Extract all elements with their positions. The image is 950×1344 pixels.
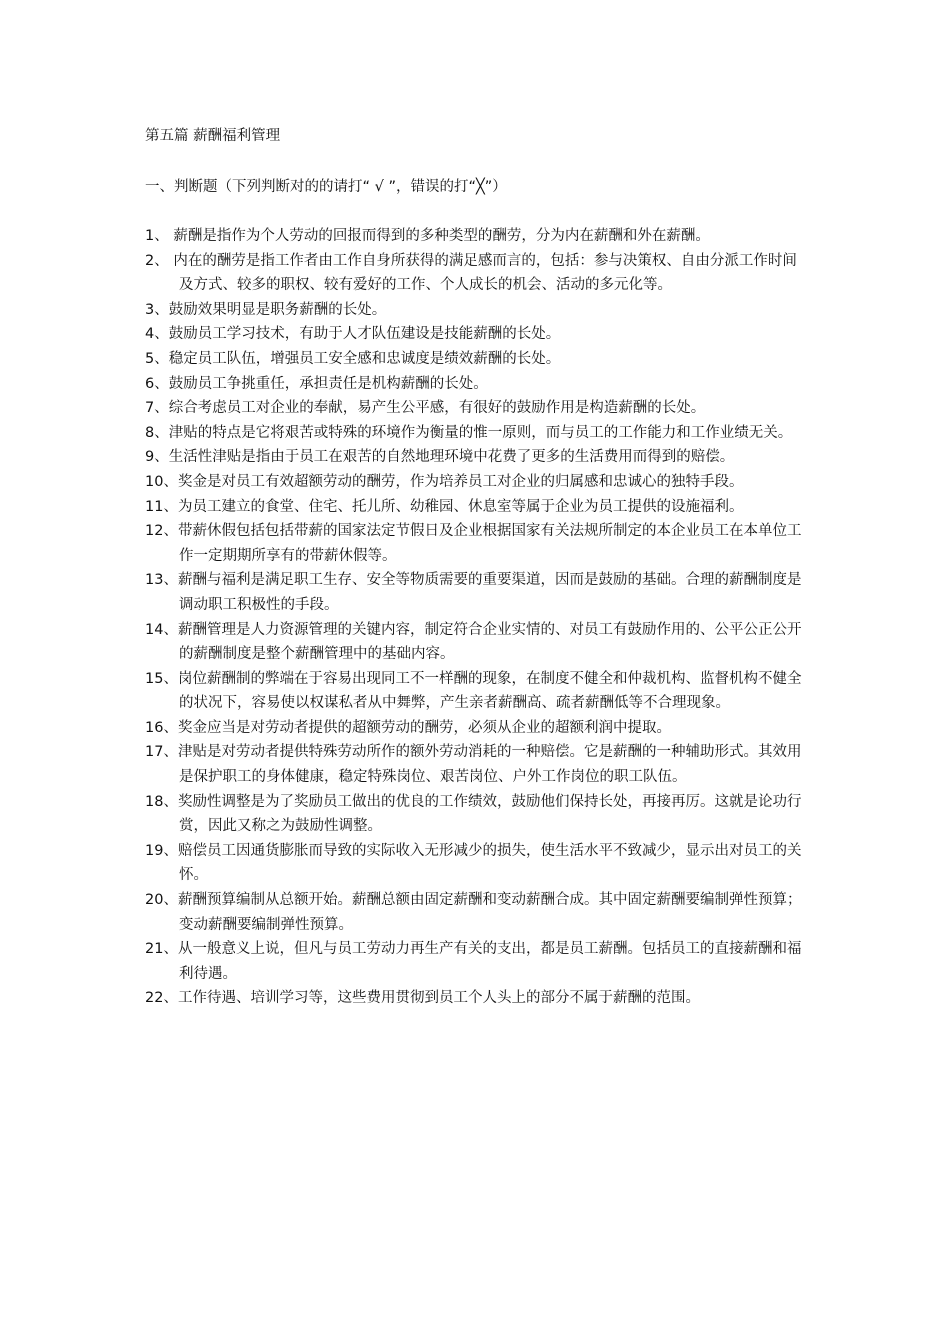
item-text: 工作待遇、培训学习等，这些费用贯彻到员工个人头上的部分不属于薪酬的范围。 xyxy=(177,990,700,1007)
item-text: 综合考虑员工对企业的奉献，易产生公平感，有很好的鼓励作用是构造薪酬的长处。 xyxy=(168,400,706,417)
list-item xyxy=(145,986,810,1011)
item-number: 20、 xyxy=(145,892,178,909)
item-text: 薪酬与福利是满足职工生存、安全等物质需要的重要渠道，因而是鼓励的基础。合理的薪酬制度是调动职工积极性的手段。 xyxy=(177,572,802,613)
item-text: 岗位薪酬制的弊端在于容易出现同工不一样酬的现象，在制度不健全和仲裁机构、监督机构不健全的状况下，容易使以权谋私者从中舞弊，产生亲者薪酬高、疏者薪酬低等不合理现象。 xyxy=(177,670,802,712)
list-item xyxy=(145,396,810,421)
list-item xyxy=(145,667,810,716)
item-text: 鼓励效果明显是职务薪酬的长处。 xyxy=(168,301,387,318)
item-text: 带薪休假包括包括带薪的国家法定节假日及企业根据国家有关法规所制定的本企业员工在本单位工作一定期期所享有的带薪休假等。 xyxy=(177,523,802,564)
section-heading: 一、判断题（下列判断对的的请打“ √ ”，错误的打“╳”） xyxy=(145,179,507,195)
item-text: 为员工建立的食堂、住宅、托儿所、幼稚园、休息室等属于企业为员工提供的设施福利。 xyxy=(177,498,744,515)
item-text: 生活性津贴是指由于员工在艰苦的自然地理环境中花费了更多的生活费用而得到的赔偿。 xyxy=(168,449,735,466)
item-number: 8、 xyxy=(145,424,169,441)
item-text: 奖金是对员工有效超额劳动的酬劳，作为培养员工对企业的归属感和忠诚心的独特手段。 xyxy=(177,473,744,490)
item-text: 赔偿员工因通货膨胀而导致的实际收入无形减少的损失，使生活水平不致减少，显示出对员工的关怀。 xyxy=(177,842,802,884)
item-number: 18、 xyxy=(145,793,178,810)
list-item xyxy=(145,618,810,667)
list-item xyxy=(145,249,810,298)
list-item xyxy=(145,224,810,249)
list-item xyxy=(145,839,810,888)
item-number: 21、 xyxy=(145,941,178,958)
item-number: 7、 xyxy=(145,400,169,417)
item-number: 12、 xyxy=(145,523,178,540)
list-item xyxy=(145,470,810,495)
item-number: 14、 xyxy=(145,621,178,638)
item-number: 6、 xyxy=(145,375,169,392)
item-text: 津贴是对劳动者提供特殊劳动所作的额外劳动消耗的一种赔偿。它是薪酬的一种辅助形式。其效用是保护职工的身体健康，稳定特殊岗位、艰苦岗位、户外工作岗位的职工队伍。 xyxy=(177,744,802,786)
item-text: 从一般意义上说，但凡与员工劳动力再生产有关的支出，都是员工薪酬。包括员工的直接薪酬和福利待遇。 xyxy=(177,941,802,982)
item-number: 1、 xyxy=(145,228,169,244)
list-item xyxy=(145,740,810,789)
item-number: 2、 xyxy=(145,252,169,269)
item-number: 17、 xyxy=(145,744,178,761)
question-list xyxy=(145,224,810,1011)
list-item xyxy=(145,519,810,568)
item-number: 3、 xyxy=(145,301,169,318)
list-item xyxy=(145,495,810,520)
item-text: 薪酬是指作为个人劳动的回报而得到的多种类型的酬劳，分为内在薪酬和外在薪酬。 xyxy=(168,228,710,244)
list-item xyxy=(145,445,810,470)
list-item xyxy=(145,372,810,397)
list-item xyxy=(145,322,810,347)
item-text: 奖金应当是对劳动者提供的超额劳动的酬劳，必须从企业的超额利润中提取。 xyxy=(177,719,671,736)
list-item xyxy=(145,888,810,937)
list-item xyxy=(145,421,810,446)
item-text: 薪酬预算编制从总额开始。薪酬总额由固定薪酬和变动薪酬合成。其中固定薪酬要编制弹性预算；变动薪酬要编制弹性预算。 xyxy=(177,892,802,933)
item-number: 13、 xyxy=(145,572,178,589)
item-text: 薪酬管理是人力资源管理的关键内容，制定符合企业实情的、对员工有鼓励作用的、公平公正公开的薪酬制度是整个薪酬管理中的基础内容。 xyxy=(177,621,802,663)
item-number: 9、 xyxy=(145,449,169,466)
list-item xyxy=(145,298,810,323)
item-number: 22、 xyxy=(145,990,178,1007)
page-title: 第五篇 薪酬福利管理 xyxy=(145,128,281,144)
list-item xyxy=(145,347,810,372)
item-text: 稳定员工队伍，增强员工安全感和忠诚度是绩效薪酬的长处。 xyxy=(168,350,561,367)
item-text: 鼓励员工学习技术，有助于人才队伍建设是技能薪酬的长处。 xyxy=(168,326,561,343)
item-number: 16、 xyxy=(145,719,178,736)
item-text: 奖励性调整是为了奖励员工做出的优良的工作绩效，鼓励他们保持长处，再接再厉。这就是论功行赏，因此又称之为鼓励性调整。 xyxy=(177,793,802,835)
item-number: 4、 xyxy=(145,326,169,343)
item-text: 津贴的特点是它将艰苦或特殊的环境作为衡量的惟一原则，而与员工的工作能力和工作业绩无关。 xyxy=(168,424,793,441)
item-number: 11、 xyxy=(145,498,178,515)
list-item xyxy=(145,568,810,617)
item-number: 5、 xyxy=(145,350,169,367)
item-number: 15、 xyxy=(145,670,178,687)
list-item xyxy=(145,716,810,741)
list-item xyxy=(145,937,810,986)
item-number: 10、 xyxy=(145,473,178,490)
item-text: 内在的酬劳是指工作者由工作自身所获得的满足感而言的，包括：参与决策权、自由分派工作时间及方式、较多的职权、较有爱好的工作、个人成长的机会、活动的多元化等。 xyxy=(168,252,797,294)
list-item xyxy=(145,790,810,839)
item-number: 19、 xyxy=(145,842,178,859)
item-text: 鼓励员工争挑重任，承担责任是机构薪酬的长处。 xyxy=(168,375,488,392)
